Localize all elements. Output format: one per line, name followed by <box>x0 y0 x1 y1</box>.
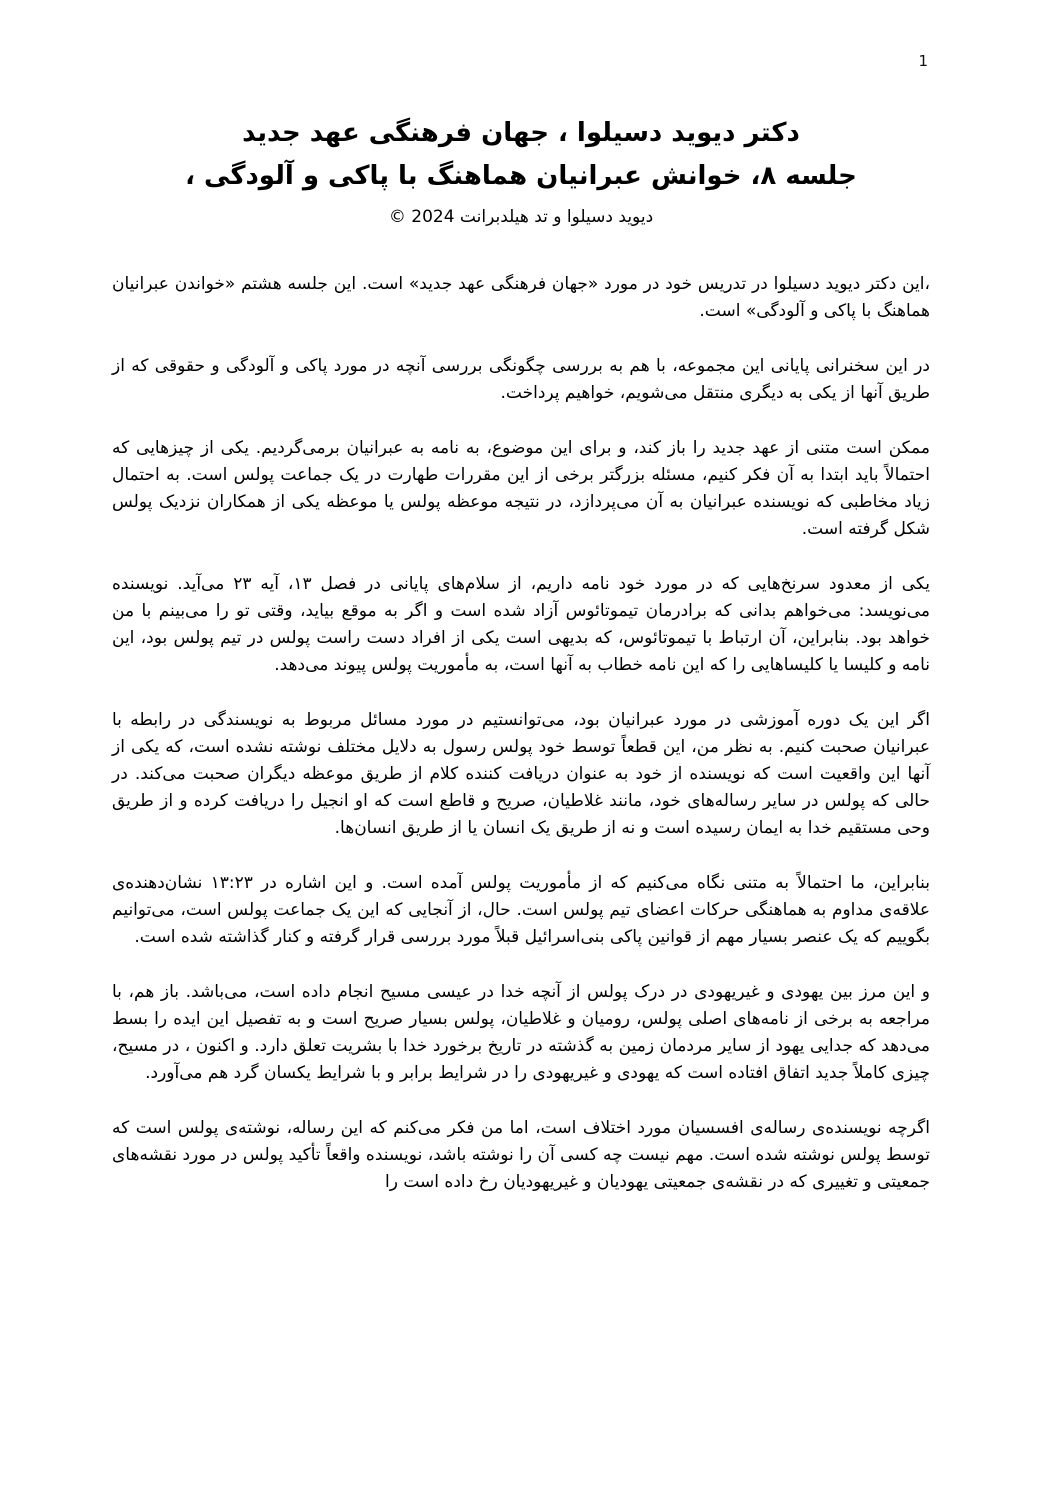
paragraph-7: و این مرز بین یهودی و غیریهودی در درک پولس از آنچه خدا در عیسی مسیح انجام داده است، می‌باشد. باز هم، با مراجعه به برخی از نامه‌های اصلی پولس، رومیان و غلاطیان، پولس بسیار صریح است و به تفصیل این ایده را بسط می‌دهد که جدایی یهود از سایر مردمان زمین به گذشته در تاریخ برخورد خدا با بشریت تعلق دارد. و اکنون ، در مسیح، چیزی کاملاً جدید اتفاق افتاده است که یهودی و غیریهودی را در شرایط برابر و با شرایط یکسان گرد هم می‌آورد. <box>112 981 930 1083</box>
document-body <box>112 271 930 1196</box>
paragraph-3: ممکن است متنی از عهد جدید را باز کند، و برای این موضوع، به نامه به عبرانیان برمی‌گردیم. یکی از چیزهایی که احتمالاً باید ابتدا به آن فکر کنیم، مسئله بزرگتر برخی از این مقررات طهارت در یک جماعت پولس است. به احتمال زیاد مخاطبی که نویسنده عبرانیان به آن می‌پردازد، در نتیجه موعظه پولس یا موعظه یکی از همکاران نزدیک پولس شکل گرفته است. <box>112 437 930 539</box>
page-number: 1 <box>918 52 928 70</box>
copyright-line: دیوید دسیلوا و تد هیلدبرانت 2024 © <box>388 206 654 227</box>
paragraph-6: بنابراین، ما احتمالاً به متنی نگاه می‌کنیم که از مأموریت پولس آمده است. و این اشاره در ۱۳:۲۳ نشان‌دهنده‌ی علاقه‌ی مداوم به هماهنگی حرکات اعضای تیم پولس است. حال، از آنجایی که این یک جماعت پولس است، می‌توانیم بگوییم که یک عنصر بسیار مهم از قوانین پاکی بنی‌اسرائیل قبلاً مورد بررسی قرار گرفته و کنار گذاشته شده است. <box>112 872 930 947</box>
paragraph-1: ،این دکتر دیوید دسیلوا در تدریس خود در مورد «جهان فرهنگی عهد جدید» است. این جلسه هشتم «خواندن عبرانیان هماهنگ با پاکی و آلودگی» است. <box>112 273 930 321</box>
paragraph-2: در این سخنرانی پایانی این مجموعه، با هم به بررسی چگونگی بررسی آنچه در مورد پاکی و آلودگی و حقوقی که از طریق آنها از یکی به دیگری منتقل می‌شویم، خواهیم پرداخت. <box>112 355 930 403</box>
document-title-line-2: جلسه ۸، خوانش عبرانیان هماهنگ با پاکی و آلودگی ، <box>185 160 857 191</box>
paragraph-5: اگر این یک دوره آموزشی در مورد عبرانیان بود، می‌توانستیم در مورد مسائل مربوط به نویسندگی در رابطه با عبرانیان صحبت کنیم. به نظر من، این قطعاً توسط خود پولس رسول به دلایل مختلف نوشته نشده است، که یکی از آنها این واقعیت است که نویسنده از خود به عنوان دریافت کننده کلام از طریق موعظه دیگران صحبت می‌کند. در حالی که پولس در سایر رساله‌های خود، مانند غلاطیان، صریح و قاطع است که او انجیل را دریافت کرده و از طریق وحی مستقیم خدا به ایمان رسیده است و نه از طریق یک انسان یا از طریق انسان‌ها. <box>112 709 930 838</box>
document-title-line-1: دکتر دیوید دسیلوا ، جهان فرهنگی عهد جدید <box>242 118 800 148</box>
title-block <box>112 112 930 231</box>
paragraph-4: یکی از معدود سرنخ‌هایی که در مورد خود نامه داریم، از سلام‌های پایانی در فصل ۱۳، آیه ۲۳ می‌آید. نویسنده می‌نویسد: می‌خواهم بدانی که برادرمان تیموتائوس آزاد شده است و اگر به موقع بیاید، وقتی تو را می‌بینم با من خواهد بود. بنابراین، آن ارتباط با تیموتائوس، که بدیهی است یکی از افراد دست راست پولس در تیم پولس بود، این نامه و کلیسا یا کلیساهایی را که این نامه خطاب به آنها است، به مأموریت پولس پیوند می‌دهد. <box>112 573 930 675</box>
paragraph-8: اگرچه نویسنده‌ی رساله‌ی افسسیان مورد اختلاف است، اما من فکر می‌کنم که این رساله، نوشته‌ی پولس است که توسط پولس نوشته شده است. مهم نیست چه کسی آن را نوشته باشد، نویسنده واقعاً تأکید پولس در مورد نقشه‌های جمعیتی و تغییری که در نقشه‌ی جمعیتی یهودیان و غیریهودیان رخ داده است را <box>112 1117 930 1192</box>
